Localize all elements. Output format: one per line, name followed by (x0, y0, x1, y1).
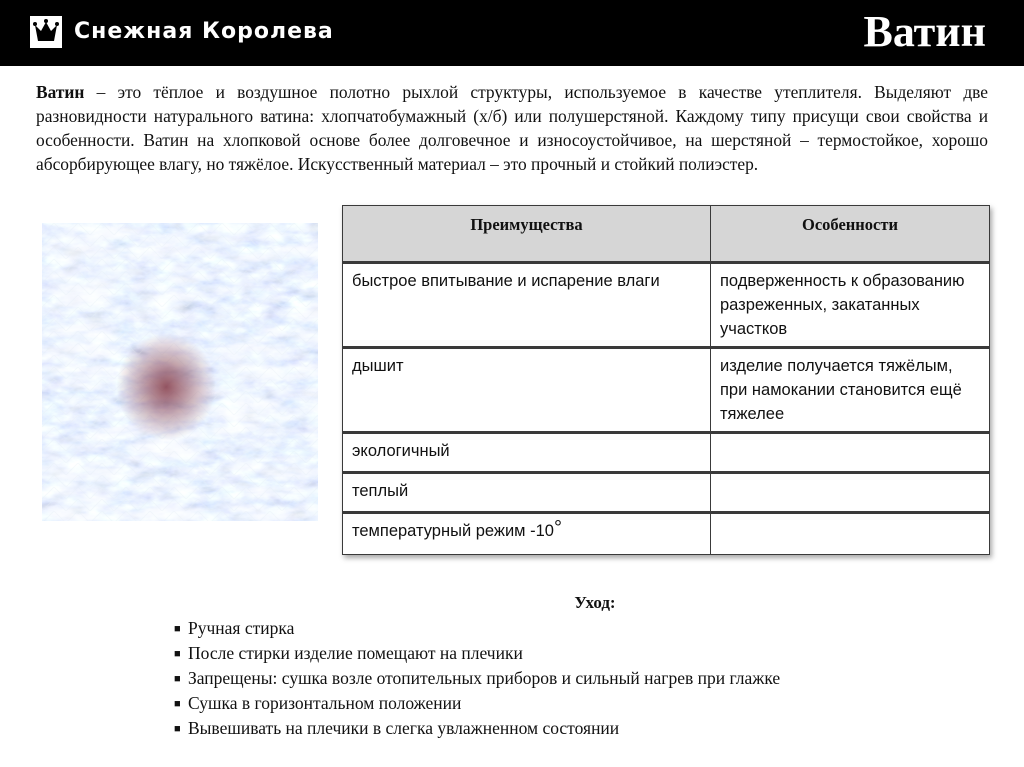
header-bar (0, 0, 1024, 66)
bullet-icon: ■ (174, 648, 181, 660)
bullet-icon: ■ (174, 623, 181, 635)
care-list (174, 616, 780, 741)
slide-title: Ватин (863, 7, 986, 56)
temperature-text: температурный режим -10 (352, 522, 554, 540)
table-cell: подверженность к образованию разреженных, закатанных участков (711, 263, 990, 348)
table-row (343, 348, 990, 433)
degree-symbol: ° (553, 517, 562, 539)
table-row (343, 263, 990, 348)
table-cell: изделие получается тяжёлым, при намокании становится ещё тяжелее (711, 348, 990, 433)
bullet-icon: ■ (174, 698, 181, 710)
care-item-text: Запрещены: сушка возле отопительных приборов и сильный нагрев при глажке (188, 668, 781, 688)
care-item-text: Сушка в горизонтальном положении (188, 693, 462, 713)
table-row (343, 513, 990, 555)
table-cell: теплый (343, 473, 711, 513)
bullet-icon: ■ (174, 673, 181, 685)
table-cell (711, 513, 990, 555)
brand-name: Снежная Королева (74, 19, 334, 44)
table-cell: экологичный (343, 433, 711, 473)
crown-icon (30, 16, 62, 48)
list-item (174, 716, 780, 741)
care-item-text: После стирки изделие помещают на плечики (188, 643, 523, 663)
list-item (174, 641, 780, 666)
properties-table (342, 205, 990, 555)
list-item (174, 616, 780, 641)
table-cell (343, 513, 711, 555)
intro-paragraph (36, 80, 988, 176)
table-row (343, 433, 990, 473)
column-header-features: Особенности (711, 206, 990, 263)
column-header-advantages: Преимущества (343, 206, 711, 263)
table-cell: дышит (343, 348, 711, 433)
intro-text: – это тёплое и воздушное полотно рыхлой структуры, используемое в качестве утеплителя. Выделяют две разновидности натурального ватина: хлопчатобумажный (х/б) или полушерстяной. Каждому типу присущи свои свойства и особенности. Ватин на хлопковой основе более долговечное и износоустойчивое, на шерстяной – термостойкое, хорошо абсорбирующее влагу, но тяжёлое. Искусственный материал – это прочный и стойкий полиэстер. (36, 82, 988, 174)
intro-term: Ватин (36, 82, 85, 102)
care-item-text: Ручная стирка (188, 618, 295, 638)
list-item (174, 691, 780, 716)
care-item-text: Вывешивать на плечики в слегка увлажненном состоянии (188, 718, 620, 738)
list-item (174, 666, 780, 691)
care-title: Уход: (574, 593, 616, 612)
bullet-icon: ■ (174, 723, 181, 735)
table-cell (711, 473, 990, 513)
batting-fabric-photo (42, 223, 318, 521)
table-header-row (343, 206, 990, 263)
table-cell: быстрое впитывание и испарение влаги (343, 263, 711, 348)
table-row (343, 473, 990, 513)
table-cell (711, 433, 990, 473)
